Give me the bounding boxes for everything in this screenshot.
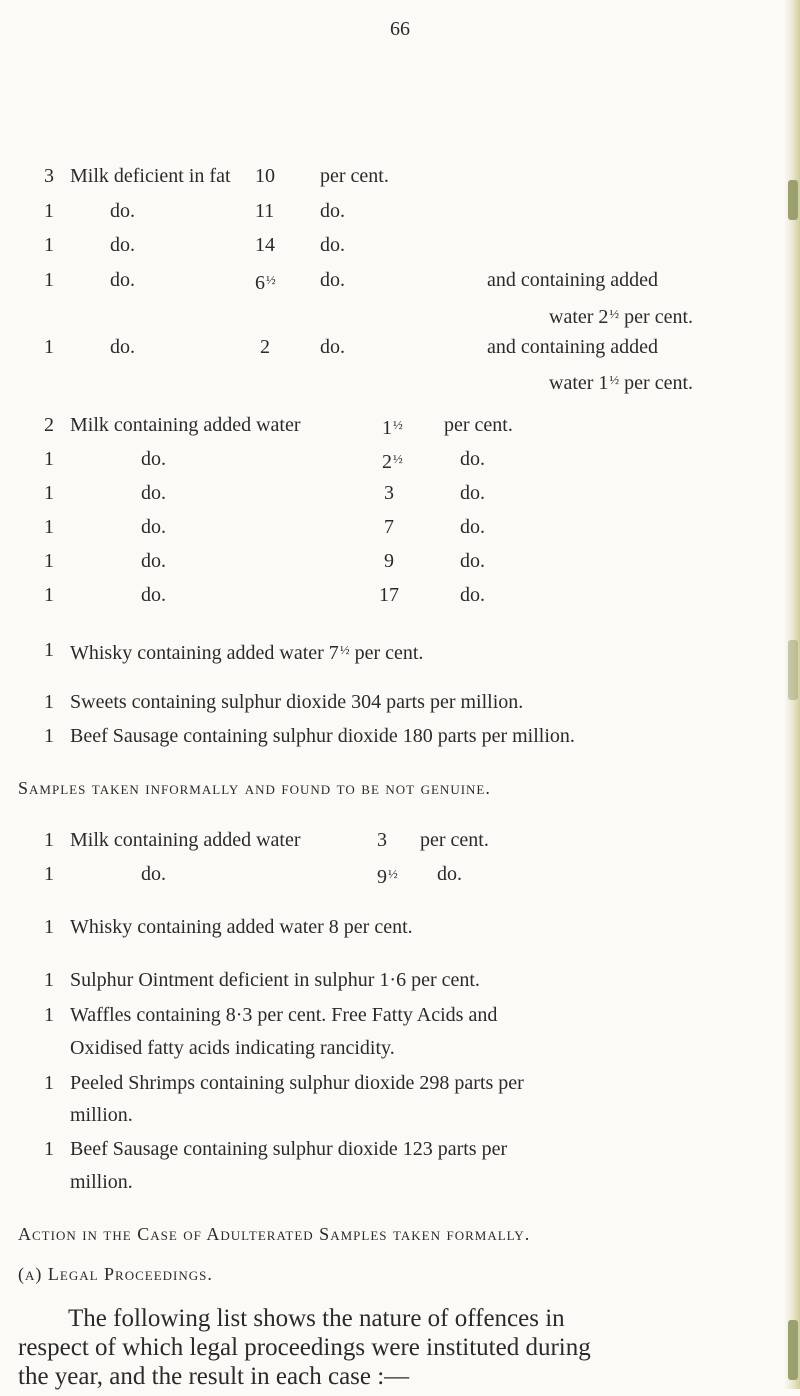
entry-text: Peeled Shrimps containing sulphur dioxide 298 parts per	[70, 1072, 524, 1094]
row-count: 1	[44, 550, 54, 572]
closing-line: The following list shows the nature of offences in	[68, 1305, 565, 1332]
section-heading: Action in the Case of Adulterated Samples taken formally.	[18, 1224, 531, 1244]
row-count: 1	[44, 482, 54, 504]
row-count: 1	[44, 829, 54, 851]
row-unit: do.	[460, 584, 485, 606]
row-unit: do.	[320, 269, 345, 291]
row-unit: do.	[320, 200, 345, 222]
row-unit: per cent.	[320, 165, 389, 187]
closing-line: respect of which legal proceedings were instituted during	[18, 1334, 591, 1361]
entry-text: Beef Sausage containing sulphur dioxide 180 parts per million.	[70, 725, 575, 747]
entry-text: Sulphur Ointment deficient in sulphur 1·6 per cent.	[70, 969, 480, 991]
row-count: 3	[44, 165, 54, 187]
row-value: 2	[260, 336, 270, 358]
entry-text: Waffles containing 8·3 per cent. Free Fatty Acids and	[70, 1004, 498, 1026]
subheading: (a) Legal Proceedings.	[18, 1264, 213, 1284]
edge-stain	[788, 640, 798, 700]
row-unit: do.	[460, 448, 485, 470]
row-unit: do.	[320, 234, 345, 256]
row-count: 1	[44, 200, 54, 222]
row-item: Milk containing added water	[70, 414, 301, 436]
row-count: 1	[44, 969, 54, 991]
row-count: 2	[44, 414, 54, 436]
row-unit: do.	[460, 482, 485, 504]
row-value: 11	[255, 200, 275, 222]
row-item: do.	[110, 200, 135, 222]
entry-text-cont: million.	[70, 1104, 133, 1126]
whisky-entry: Whisky containing added water $7^{\frac{1}{2}}$ per cent.	[70, 642, 424, 664]
row-note: water $1^{\frac{1}{2}}$ per cent.	[549, 372, 694, 394]
row-item: Milk deficient in fat	[70, 165, 231, 187]
row-item: do.	[141, 516, 166, 538]
row-unit: do.	[460, 550, 485, 572]
row-count: 1	[44, 691, 54, 713]
row-unit: do.	[320, 336, 345, 358]
entry-text: Beef Sausage containing sulphur dioxide 123 parts per	[70, 1138, 508, 1160]
row-value: 3	[377, 829, 387, 851]
row-item: do.	[110, 234, 135, 256]
row-count: 1	[44, 584, 54, 606]
row-value: 3	[384, 482, 394, 504]
row-note: and containing added	[487, 269, 659, 291]
row-unit: do.	[460, 516, 485, 538]
row-note: water $2^{\frac{1}{2}}$ per cent.	[549, 306, 694, 328]
row-item: Milk containing added water	[70, 829, 301, 851]
row-value: $2^{\frac{1}{2}}$	[382, 451, 403, 473]
row-count: 1	[44, 863, 54, 885]
row-count: 1	[44, 1072, 54, 1094]
row-item: do.	[141, 863, 166, 885]
row-note: and containing added	[487, 336, 659, 358]
row-count: 1	[44, 1004, 54, 1026]
edge-stain	[788, 180, 798, 220]
row-count: 1	[44, 336, 54, 358]
row-value: $9^{\frac{1}{2}}$	[377, 866, 398, 888]
row-count: 1	[44, 916, 54, 938]
row-count: 1	[44, 639, 54, 661]
row-unit: per cent.	[444, 414, 513, 436]
section-heading: Samples taken informally and found to be not genuine.	[18, 778, 491, 798]
row-item: do.	[141, 584, 166, 606]
row-item: do.	[110, 336, 135, 358]
row-unit: per cent.	[420, 829, 489, 851]
row-item: do.	[141, 482, 166, 504]
row-item: do.	[141, 550, 166, 572]
entry-text-cont: Oxidised fatty acids indicating rancidity.	[70, 1037, 395, 1059]
row-value: 17	[379, 584, 399, 606]
page-number: 66	[390, 18, 410, 40]
row-count: 1	[44, 1138, 54, 1160]
row-item: do.	[141, 448, 166, 470]
page-edge	[784, 0, 800, 1389]
row-value: $6^{\frac{1}{2}}$	[255, 272, 276, 294]
row-count: 1	[44, 234, 54, 256]
row-item: do.	[110, 269, 135, 291]
row-unit: do.	[437, 863, 462, 885]
closing-line: the year, and the result in each case :—	[18, 1363, 410, 1390]
row-value: 7	[384, 516, 394, 538]
row-count: 1	[44, 269, 54, 291]
edge-stain	[788, 1320, 798, 1380]
row-count: 1	[44, 516, 54, 538]
row-count: 1	[44, 448, 54, 470]
whisky-entry: Whisky containing added water 8 per cent.	[70, 916, 413, 938]
row-value: 14	[255, 234, 275, 256]
row-value: 9	[384, 550, 394, 572]
row-value: 10	[255, 165, 275, 187]
entry-text: Sweets containing sulphur dioxide 304 parts per million.	[70, 691, 524, 713]
entry-text-cont: million.	[70, 1171, 133, 1193]
row-value: $1^{\frac{1}{2}}$	[382, 417, 403, 439]
row-count: 1	[44, 725, 54, 747]
